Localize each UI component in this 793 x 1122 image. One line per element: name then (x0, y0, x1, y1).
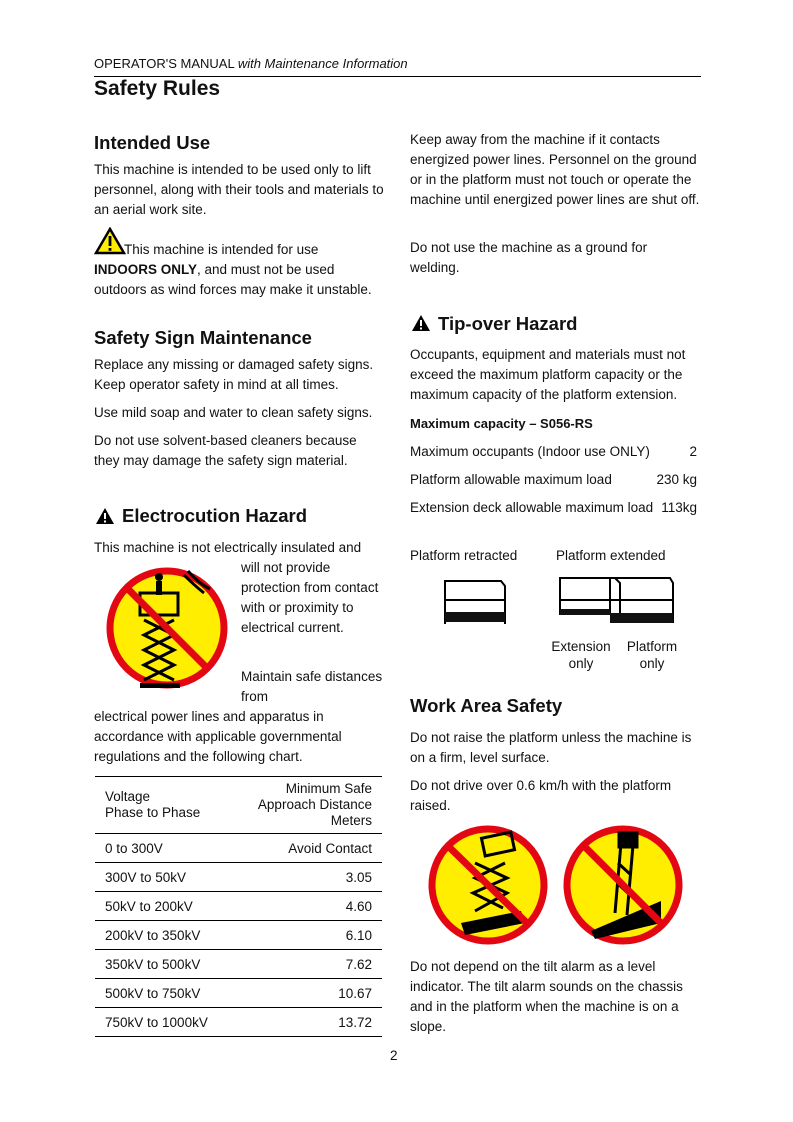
capacity-label: Maximum occupants (Indoor use ONLY) (410, 444, 650, 459)
distance-cell: 7.62 (232, 950, 382, 979)
electrocution-prohibition-sign (104, 565, 230, 693)
sign-maintenance-heading: Safety Sign Maintenance (94, 327, 312, 348)
distance-cell: 4.60 (232, 892, 382, 921)
distance-cell: 6.10 (232, 921, 382, 950)
platform-retracted-diagram (443, 578, 509, 626)
power-lines-text: Keep away from the machine if it contacts energized power lines. Personnel on the ground or in the platform must not touch or operate the machine until energized power lines are shut off. (410, 132, 700, 207)
plat-only-1: Platform (626, 639, 678, 654)
sign-maint-p3: Do not use solvent-based cleaners because they may damage the safety sign material. (94, 433, 357, 468)
ext-only-1: Extension (551, 639, 611, 654)
distance-cell: 13.72 (232, 1008, 382, 1037)
work-area-p3: Do not depend on the tilt alarm as a level indicator. The tilt alarm sounds on the chassis and in the platform when the machine is on a slope. (410, 959, 683, 1034)
plat-only-2: only (639, 656, 665, 671)
header-text: OPERATOR'S MANUAL (94, 56, 238, 71)
voltage-cell: 750kV to 1000kV (95, 1008, 232, 1037)
table-row (95, 892, 382, 921)
platform-retracted-label: Platform retracted (410, 548, 518, 563)
electro-line1: This machine is not electrically insulated and (94, 540, 362, 555)
voltage-cell: 350kV to 500kV (95, 950, 232, 979)
table-row (95, 950, 382, 979)
platform-extended-label: Platform extended (556, 548, 666, 563)
intended-use-text: This machine is intended to be used only to lift personnel, along with their tools and materials to an aerial work site. (94, 162, 384, 217)
sign-maint-p2: Use mild soap and water to clean safety signs. (94, 405, 373, 420)
voltage-cell: 300V to 50kV (95, 863, 232, 892)
distance-cell: Avoid Contact (232, 834, 382, 863)
warn-rest: , and must not be used outdoors as wind forces may make it unstable. (94, 262, 372, 297)
approach-distance-table (95, 776, 382, 1037)
page-title: Safety Rules (94, 77, 221, 100)
table-row (95, 1008, 382, 1037)
table-row (95, 921, 382, 950)
col-phase: Phase to Phase (105, 805, 201, 820)
distance-cell: 3.05 (232, 863, 382, 892)
table-row (95, 979, 382, 1008)
extension-only-label (550, 638, 612, 672)
work-area-p1: Do not raise the platform unless the machine is on a firm, level surface. (410, 730, 692, 765)
running-header (94, 56, 408, 71)
ext-only-2: only (568, 656, 594, 671)
table-row (95, 834, 382, 863)
capacity-row (410, 442, 697, 462)
warn-bold: INDOORS ONLY (94, 262, 198, 277)
intended-use-heading: Intended Use (94, 132, 211, 153)
header-italic: with Maintenance Information (237, 56, 408, 71)
platform-only-label (622, 638, 682, 672)
capacity-title: Maximum capacity – S056-RS (410, 416, 593, 431)
distance-cell: 10.67 (232, 979, 382, 1008)
col-approach: Approach Distance (257, 797, 372, 812)
col-meters: Meters (330, 813, 372, 828)
work-area-p2: Do not drive over 0.6 km/h with the platform raised. (410, 778, 672, 813)
capacity-row (410, 470, 697, 490)
tipover-heading: Tip-over Hazard (438, 313, 578, 334)
electro-wrap-text: will not provide protection from contact with or proximity to electrical current. (241, 560, 379, 635)
capacity-label: Platform allowable maximum load (410, 472, 612, 487)
warn-text: This machine is intended for use (124, 242, 319, 257)
capacity-label: Extension deck allowable maximum load (410, 500, 654, 515)
electro-wrap-text2: Maintain safe distances from (241, 669, 383, 704)
tipover-text: Occupants, equipment and materials must not exceed the maximum platform capacity or the maximum capacity of the platform extension. (410, 347, 686, 402)
work-area-heading: Work Area Safety (410, 695, 563, 716)
platform-extended-diagram (558, 575, 676, 625)
electro-rest-text: electrical power lines and apparatus in accordance with applicable governmental regulations and the following chart. (94, 709, 342, 764)
hazard-triangle-icon (411, 314, 431, 332)
voltage-cell: 0 to 300V (95, 834, 232, 863)
capacity-value: 230 kg (656, 472, 697, 487)
hazard-triangle-icon (95, 507, 115, 525)
indoors-warning (94, 240, 384, 300)
capacity-value: 113kg (661, 500, 697, 515)
page-number: 2 (390, 1048, 398, 1063)
sign-maint-p1: Replace any missing or damaged safety signs. Keep operator safety in mind at all times. (94, 357, 374, 392)
capacity-value: 2 (689, 444, 697, 459)
table-row (95, 863, 382, 892)
col-voltage: Voltage (105, 789, 151, 804)
welding-text: Do not use the machine as a ground for welding. (410, 240, 648, 275)
no-driving-raised-sign (425, 823, 551, 947)
electrocution-heading: Electrocution Hazard (122, 505, 308, 526)
voltage-cell: 500kV to 750kV (95, 979, 232, 1008)
voltage-cell: 50kV to 200kV (95, 892, 232, 921)
capacity-row (410, 498, 697, 518)
no-slope-sign (561, 823, 685, 947)
voltage-cell: 200kV to 350kV (95, 921, 232, 950)
col-min: Minimum Safe (285, 781, 372, 796)
table-header (95, 777, 382, 834)
